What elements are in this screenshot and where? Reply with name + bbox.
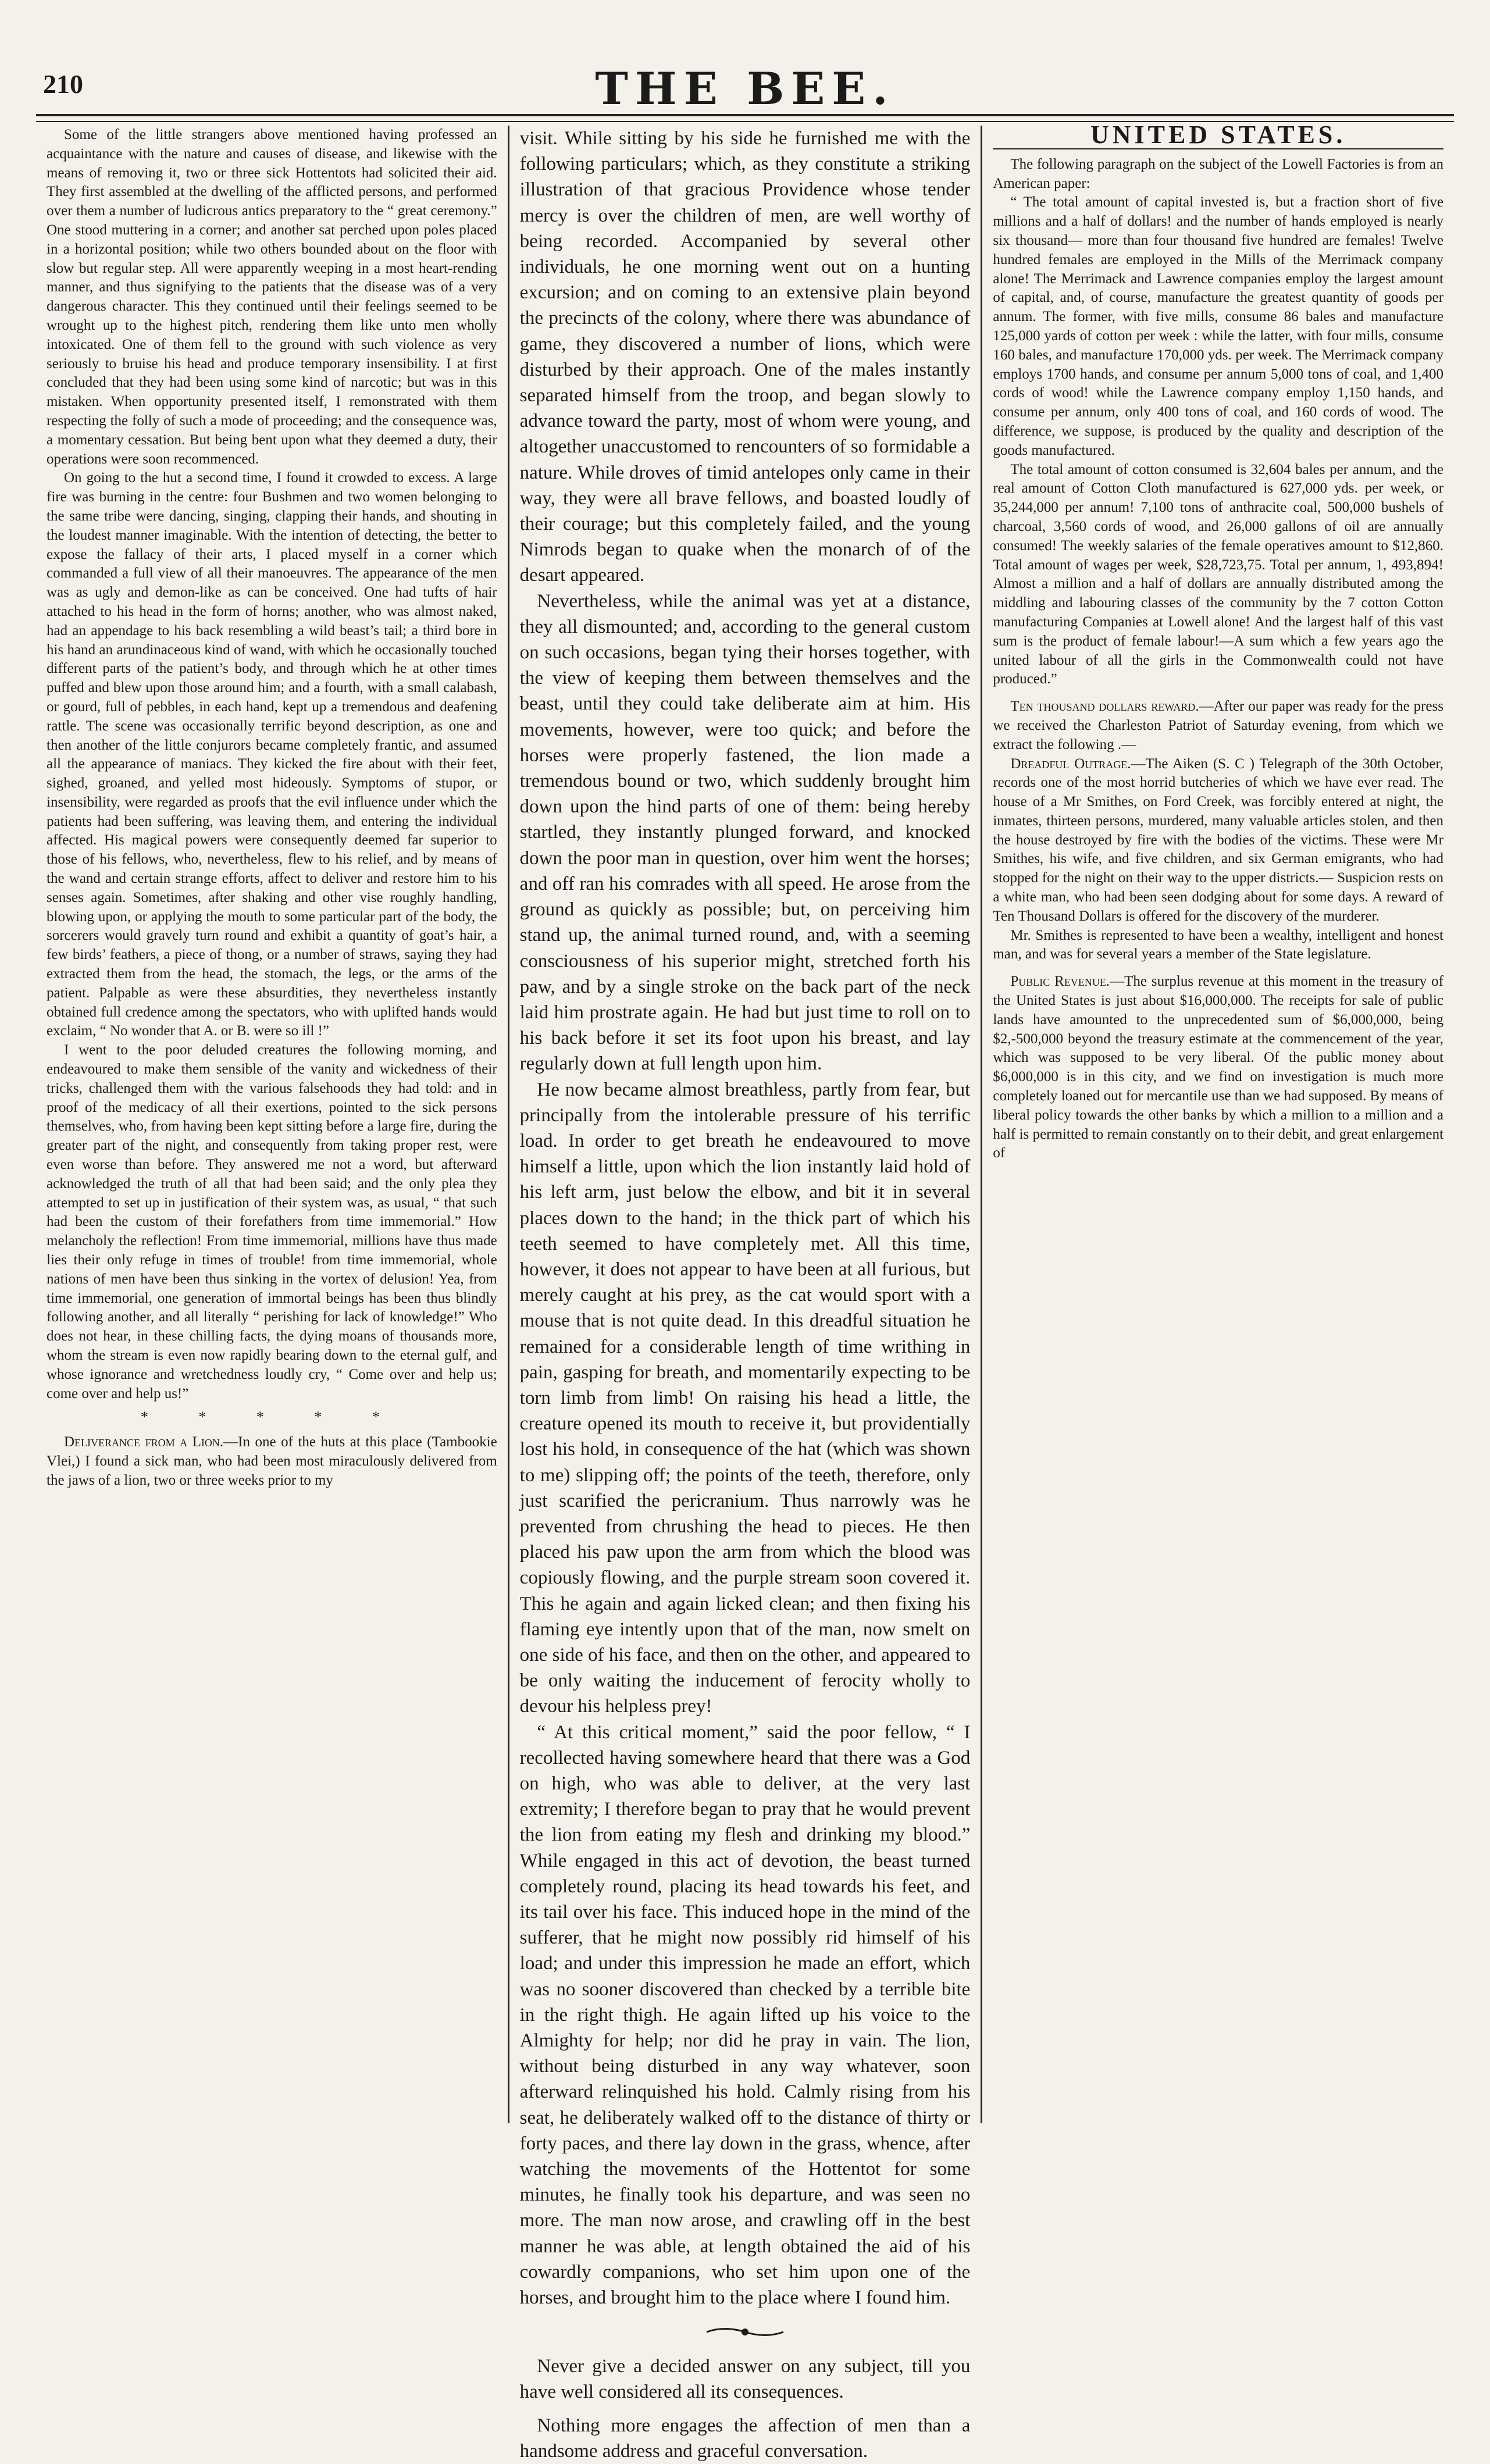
article-heading: Deliverance from a Lion. [64,1434,224,1450]
article-heading: Dreadful Outrage. [1010,755,1131,772]
maxim-affection: Nothing more engages the affection of men than a handsome address and graceful conversation. [519,2415,971,2462]
article-deliverance [47,1433,497,1490]
article-outrage [993,755,1443,926]
paragraph: Nevertheless, while the animal was yet at a distance, they all dismounted; and, according to the general custom on such occasions, began tying their horses together, with the view of keeping them between themselves and the beast, until they could take deliberate aim at him. His movements, however, were too quick; and before the horses were properly fastened, the lion made a tremendous bound or two, which suddenly brought him down upon the hind parts of one of them: being hereby startled, they instantly plunged forward, and knocked down the poor man in question, over him went the horses; and off ran his comrades with all speed. He arose from the ground as quickly as possible; but, on perceiving him stand up, the animal turned round, and, with a seeming consciousness of his superior might, stretched forth his paw, and by a single stroke on the back part of the neck laid him prostrate again. He had but just time to roll on to his back before it set its foot upon his breast, and lay regularly down at full length upon him. [519,590,971,1075]
paragraph: Mr. Smithes is represented to have been a wealthy, intelligent and honest man, and was for several years a member of the State legislature. [993,927,1444,962]
article-heading: Public Revenue. [1010,974,1110,990]
paragraph: visit. While sitting by his side he furnished me with the following particulars; which, as they constitute a striking illustration of that gracious Providence whose tender mercy is over the children of men, are well worthy of being recorded. Accompanied by several other individuals, he one morning went out on a hunting excursion; and on coming to an extensive plain beyond the precincts of the colony, where there was abundance of game, they discovered a number of lions, which were disturbed by their approach. One of the males instantly separated himself from the troop, and began slowly to advance toward the party, most of whom were young, and altogether unaccustomed to rencounters of so formidable a nature. While droves of timid antelopes only came in their way, they were all brave fellows, and boasted loudly of their courage; but this completely failed, and the young Nimrods began to quake when the monarch of of the desart appeared. [519,128,971,586]
page-number: 210 [43,69,83,99]
paragraph: “ At this critical moment,” said the poor fellow, “ I recollected having somewhere heard that there was a God on high, who was able to deliver, at the very last extremity; I therefore began to pray that he would prevent the lion from eating my flesh and drinking my blood.” While engaged in this act of devotion, the beast turned completely round, placing its head towards his feet, and its tail over his face. This induced hope in the mind of the sufferer, that he might now possibly rid himself of his load; and under this impression he made an effort, which was no sooner discovered than checked by a terrible bite in the right thigh. He again lifted up his voice to the Almighty for help; nor did he pray in vain. The lion, without being disturbed in any way whatever, soon afterward relinquished his hold. Calmly rising from his seat, he deliberately walked off to the distance of thirty or forty paces, and there lay down in the grass, whence, after watching the movements of the Hottentot for some minutes, he finally took his departure, and was seen no more. The man now arose, and crawling off in the best manner he was able, at length obtained the aid of his cowardly companions, who set him upon one of the horses, and brought him to the place where I found him. [519,1721,971,2309]
article-text: —The surplus revenue at this moment in the treasury of the United States is just about $16,000,000. The receipts for sale of public lands have amounted to the unprecedented sum of $6,000,000, being $2,-500,000 beyond the treasury estimate at the commencement of the year, which was supposed to be very liberal. Of the public money about $6,000,000 is in this city, and we find on investigation is much more completely loaned out for mercantile use than we had supposed. By means of liberal policy towards the other banks by which a million to a million and a half is permitted to remain constantly on to their debit, and great enlargement of [993,974,1444,1161]
paragraph: The following paragraph on the subject of the Lowell Factories is from an American paper: [993,156,1444,191]
article-revenue [993,972,1443,1163]
article-text: —In one of the huts at this place (Tambookie Vlei,) I found a sick man, who had been most miraculously delivered from the jaws of a lion, two or three weeks prior to my [47,1434,497,1488]
paragraph: Some of the little strangers above mentioned having professed an acquaintance with the nature and causes of disease, and likewise with the means of removing it, two or three sick Hottentots had solicited their aid. They first assembled at the dwelling of the afflicted persons, and performed over them a number of ludicrous antics preparatory to the “ great ceremony.” One stood muttering in a corner; and another sat perched upon poles placed in a horizontal position; while two others bounded about on the floor with slow but regular step. All were apparently weeping in a most heart-rending manner, and thus signifying to the patients that the disease was of a very dangerous character. This they continued until their feelings seemed to be wrought up to the highest pitch, rendering them like unto men wholly intoxicated. One of them fell to the ground with such violence as very seriously to bruise his head and produce temporary insensibility. I at first concluded that they had been using some kind of narcotic; but was in this mistaken. When opportunity presented itself, I remonstrated with them respecting the folly of such a mode of proceeding; and the consequence was, a momentary cessation. But being bent upon what they deemed a duty, their operations were soon recommenced. [47,127,497,467]
flourish-ornament [704,2323,786,2341]
section-stars: * * * * * [140,1408,403,1426]
column-1 [36,126,508,2123]
article-reward [993,697,1443,754]
article-text: —After our paper was ready for the press we received the Charleston Patriot of Saturday evening, from which we extract the following .— [993,698,1444,753]
article-heading: Ten thousand dollars reward. [1010,698,1199,715]
paragraph: He now became almost breathless, partly from fear, but principally from the intolerable pressure of his terrific load. In order to get breath he endeavoured to move himself a little, upon which the lion instantly laid hold of his left arm, just below the elbow, and bit it in several places down to the hand; in the thick part of which his teeth seemed to have completely met. All this time, however, it does not appear to have been at all furious, but merely caught at his prey, as the cat would sport with a mouse that is not quite dead. In this dreadful situation he remained for a considerable length of time writhing in pain, gasping for breath, and momentarily expecting to be torn limb from limb! On raising his head a little, the creature opened its mouth to receive it, but providentially lost his hold, in consequence of the hat (which was shown to me) slipping off; the points of the teeth, therefore, only just scarified the pericranium. Thus narrowly was he prevented from chrushing the head to pieces. He then placed his paw upon the arm from which the blood was copiously flowing, and the purple stream soon covered it. This he again and again licked clean; and then fixing his flaming eye intently upon that of the man, now smelt on one side of his face, and then on the other, and appeared to be only waiting the inducement of ferocity wholly to devour his helpless prey! [519,1079,971,1717]
maxim-answer: Never give a decided answer on any subject, till you have well considered all its consequences. [519,2356,971,2403]
paragraph: The total amount of cotton consumed is 32,604 bales per annum, and the real amount of Cotton Cloth manufactured is 627,000 yds. per week, or 35,244,000 per annum! 7,100 tons of anthracite coal, 500,000 bushels of charcoal, 3,560 cords of wood, and 26,000 gallons of oil are annually consumed! The weekly salaries of the female operatives amount to $12,860. Total amount of wages per week, $28,723,75. Total per annum, 1, 493,894! Almost a million and a half of dollars are annually distributed among the middling and labouring classes of the community by the 7 cotton Cotton manufacturing Companies at Lowell alone! And the largest half of this vast sum is the product of female labour!—A sum which a few years ago the united labour of all the girls in the Commonwealth could not have produced.” [993,461,1444,687]
masthead [36,63,1454,115]
column-2 [509,126,981,2462]
newspaper-title: THE BEE. [595,63,895,115]
columns [36,120,1454,2462]
section-title: UNITED STATES. [993,126,1443,149]
column-3 [982,120,1454,2123]
article-text: —The Aiken (S. C ) Telegraph of the 30th October, records one of the most horrid butcheries of which we have ever read. The house of a Mr Smithes, on Ford Creek, was forcibly entered at night, the inmates, thirteen persons, murdered, many valuable articles stolen, and then the house destroyed by fire with the bodies of the victims. These were Mr Smithes, his wife, and five children, and six German emigrants, who had stopped for the night on their way to the upper districts.— Suspicion rests on a white man, who had been seen dodging about for some days. A reward of Ten Thousand Dollars is offered for the discovery of the murderer. [993,755,1444,924]
paragraph: I went to the poor deluded creatures the following morning, and endeavoured to make them sensible of the vanity and wickedness of their tricks, challenged them with the various falsehoods they had told: and in proof of the medicacy of all their exertions, pointed to the sick persons themselves, who, from having been kept sitting before a large fire, during the greater part of the night, and consequently from taking proper rest, were even worse than before. They answered me not a word, but afterward acknowledged the truth of all that had been said; and the only plea they attempted to set up in justification of their system was, as usual, “ that such had been the custom of their forefathers from time immemorial.” How melancholy the reflection! From time immemorial, millions have thus made lies their only refuge in times of trouble! from time immemorial, whole nations of men have been thus sinking in the vortex of delusion! Yea, from time immemorial, one generation of immortal beings has been thus blindly following another, and all literally “ perishing for lack of knowledge!” Who does not hear, in these chilling facts, the dying moans of thousands more, whom the stream is even now rapidly bearing down to the eternal gulf, and whose ignorance and wretchedness loudly cry, “ Come over and help us; come over and help us!” [47,1042,497,1402]
paragraph: On going to the hut a second time, I found it crowded to excess. A large fire was burning in the centre: four Bushmen and two women belonging to the same tribe were dancing, singing, clapping their hands, and shouting in the loudest manner imaginable. With the intention of detecting, the better to expose the fallacy of their arts, I placed myself in a corner which commanded a full view of all their manoeuvres. The appearance of the men was as ugly and demon-like as can be conceived. One had tufts of hair attached to his head in the form of horns; another, who was almost naked, had an appendage to his back resembling a wild beast’s tail; a third bore in his hand an arundinaceous kind of wand, with which he occasionally touched different parts of the patient’s body, and through which he at other times puffed and blew upon those around him; and a fourth, with a small calabash, or gourd, full of pebbles, in each hand, kept up a tremendous and deafening rattle. The scene was occasionally terrific beyond description, as one and then another of the little conjurors became completely frantic, and assumed all the appearance of maniacs. They kicked the fire about with their feet, sighed, groaned, and yelled most hideously. Symptoms of stupor, or insensibility, were regarded as proofs that the evil influence under which the patients had been suffering, was leaving them, and entering the individual affected. His magical powers were consequently deemed far superior to those of his fellows, who, nevertheless, flew to his relief, and by means of the wand and certain strange efforts, affect to deliver and restore him to his senses again. Sometimes, after shaking and other vise roughly handling, blowing upon, or applying the mouth to some particular part of the body, the sorcerers would gravely turn round and exhibit a quantity of goat’s hair, a few birds’ feathers, a piece of thong, or a number of straws, saying they had extracted them from the head, the stomach, the legs, or the arms of the patient. Palpable as were these absurdities, they nevertheless instantly obtained full credence among the spectators, who with uplifted hands would exclaim, “ No wonder that A. or B. were so ill !” [47,470,497,1039]
paragraph: “ The total amount of capital invested is, but a fraction short of five millions and a half of dollars! and the number of hands employed is nearly six thousand— more than four thousand five hundred are females! Twelve hundred females are employed in the Mills of the Merrimack company alone! The Merrimack and Lawrence companies employ the largest amount of capital, and, of course, manufacture the greatest quantity of goods per annum. The former, with five mills, consume 86 bales and manufacture 125,000 yards of cotton per week : while the latter, with four mills, consume 160 bales, and manufacture 170,000 yds. per week. The Merrimack company employs 1700 hands, and consume per annum 5,000 tons of coal, and 1,400 cords of wood! while the Lawrence company employ 1,150 hands, and consume per annum, only 400 tons of coal, and 160 cords of wood. The difference, we suppose, is produced by the quality and description of the goods manufactured. [993,194,1444,458]
